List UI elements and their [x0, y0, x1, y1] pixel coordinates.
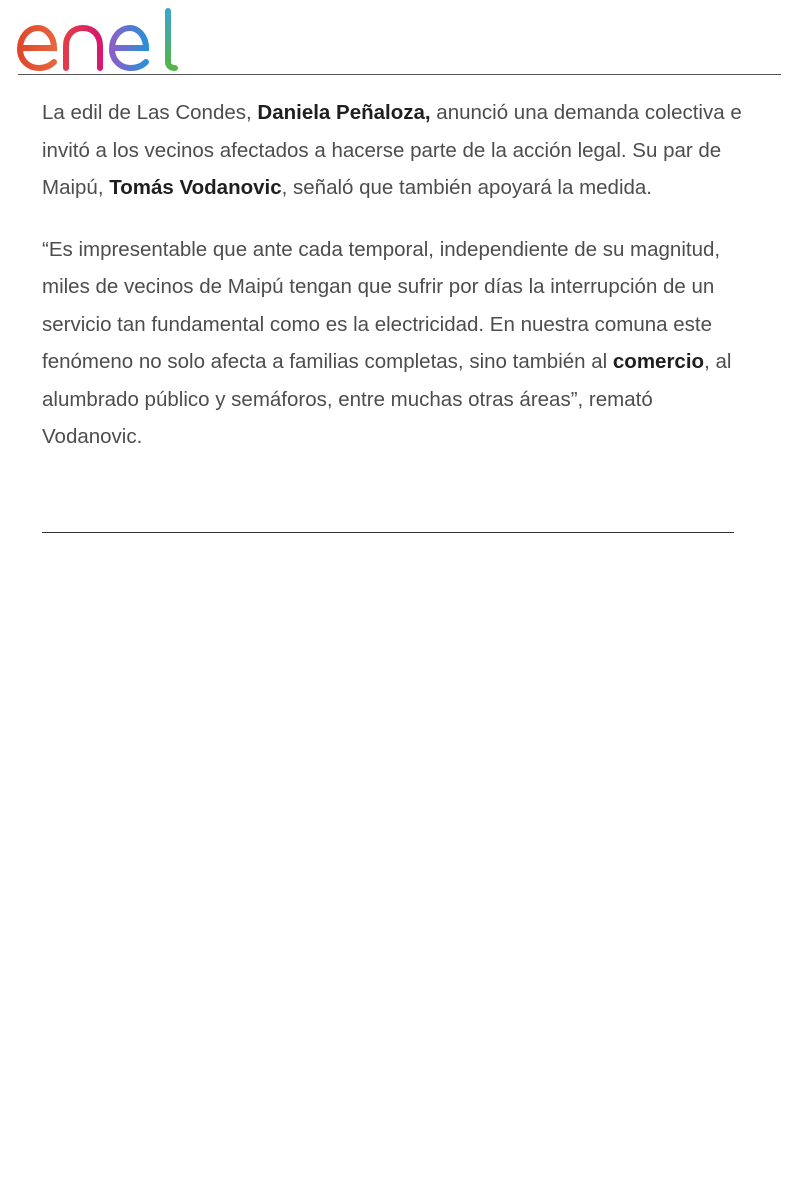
paragraph-text: La edil de Las Condes,: [42, 101, 258, 124]
paragraph-2-quote: [42, 231, 742, 456]
person-name-vodanovic: Tomás Vodanovic: [109, 176, 282, 199]
bold-term-comercio: comercio: [612, 350, 705, 373]
paragraph-text: , al alumbrado público y semáforos, entre muchas otras áreas”, remató Vodanovic.: [42, 350, 732, 448]
site-header: [0, 0, 800, 76]
enel-logo-icon: [14, 6, 184, 72]
article-end-divider: [42, 532, 734, 533]
header-divider: [18, 74, 781, 75]
paragraph-text: , señaló que también apoyará la medida.: [281, 176, 653, 199]
article-body: [42, 94, 742, 480]
paragraph-text: “Es impresentable que ante cada temporal, independiente de su magnitud, miles de vecinos de Maipú tengan que sufrir por días la interrupción de un servicio tan fundamental como es la electricidad. En nuestra comuna este fenómeno no solo afecta a familias completas, sino también al: [42, 237, 721, 373]
person-name-penaloza: Daniela Peñaloza,: [257, 101, 431, 124]
paragraph-text: anunció una demanda colectiva e invitó a los vecinos afectados a hacerse parte de la acción legal. Su par de Maipú,: [42, 101, 742, 199]
paragraph-1: [42, 94, 742, 207]
